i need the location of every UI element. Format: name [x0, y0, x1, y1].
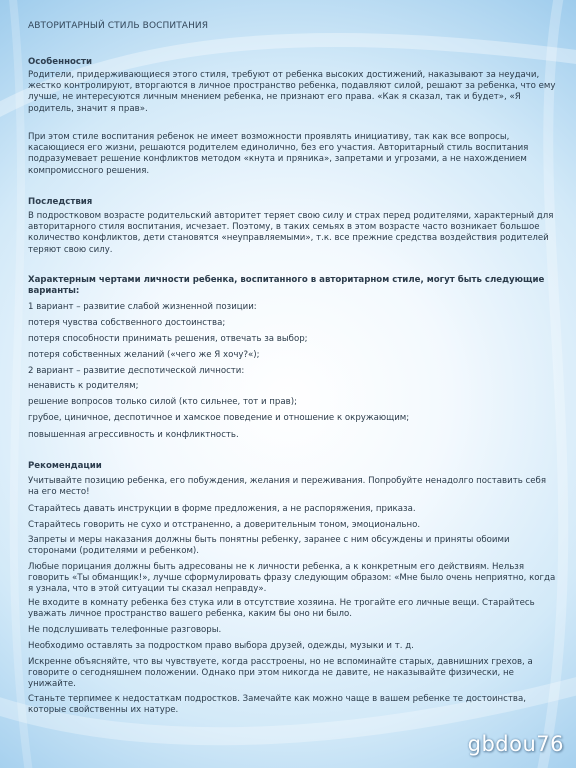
recommendation-item: Любые порицания должны быть адресованы не к личности ребенка, а к конкретным его действиям. Нельзя говорить «Ты обманщик!», лучше сформулировать фразу следующим образом: «Мне было очень неприятно, когда я узнала, что в этой ситуации ты сказал неправду». [28, 562, 556, 595]
recommendation-item: Старайтесь говорить не сухо и отстраненно, а доверительным тоном, эмоционально. [28, 520, 421, 530]
recommendation-item: Искренне объясняйте, что вы чувствуете, когда расстроены, но не вспоминайте старых, давнишних грехов, а говорите о сегодняшнем положении. Однако при этом никогда не давите, не наказывайте физически, не унижайте. [28, 657, 533, 690]
recommendation-item: Учитывайте позицию ребенка, его побуждения, желания и переживания. Попробуйте ненадолго поставить себя на его место! [28, 476, 546, 498]
recommendation-item: Необходимо оставлять за подростком право выбора друзей, одежды, музыки и т. д. [28, 641, 414, 651]
traits-heading: Характерным чертами личности ребенка, воспитанного в авторитарном стиле, могут быть следующие варианты: [28, 275, 545, 297]
recommendation-item: Не входите в комнату ребенка без стука или в отсутствие хозяина. Не трогайте его личные вещи. Старайтесь уважать личное пространство вашего ребенка, каким бы оно ни было. [28, 598, 535, 620]
recommendations-heading: Рекомендации [28, 461, 102, 471]
recommendation-item: Запреты и меры наказания должны быть понятны ребенку, заранее с ним обсуждены и приняты обоими сторонами (родителями и ребенком). [28, 535, 510, 557]
features-heading: Особенности [28, 57, 93, 67]
recommendation-item: Станьте терпимее к недостаткам подростков. Замечайте как можно чаще в вашем ребенке те достоинства, которые свойственны их натуре. [28, 694, 526, 716]
traits-item: решение вопросов только силой (кто сильнее, тот и прав); [28, 397, 297, 407]
traits-item: ненависть к родителям; [28, 381, 139, 391]
recommendation-item: Не подслушивать телефонные разговоры. [28, 625, 222, 635]
features-paragraph-2: При этом стиле воспитания ребенок не имеет возможности проявлять инициативу, так как все вопросы, касающиеся его жизни, решаются родителем единолично, без его участия. Авторитарный стиль воспитания подразумевает решение конфликтов методом «кнута и пряника», запретами и угрозами, а не нахождением компромиссного решения. [28, 132, 529, 176]
traits-item: 2 вариант – развитие деспотической личности: [28, 366, 245, 376]
consequences-paragraph: В подростковом возрасте родительский авторитет теряет свою силу и страх перед родителями, характерный для авторитарного стиля воспитания, исчезает. Поэтому, в таких семьях в этом возрасте часто возникает большое количество конфликтов, дети становятся «неуправляемыми», т.к. все прежние средства воздействия родителей теряют свою силу. [28, 211, 554, 255]
watermark: gbdou76 [467, 732, 564, 756]
consequences-heading: Последствия [28, 197, 93, 207]
traits-item: 1 вариант – развитие слабой жизненной позиции: [28, 302, 257, 312]
traits-item: потеря чувства собственного достоинства; [28, 318, 226, 328]
traits-item: потеря собственных желаний («чего же Я хочу?«); [28, 350, 260, 360]
traits-item: потеря способности принимать решения, отвечать за выбор; [28, 334, 308, 344]
recommendation-item: Старайтесь давать инструкции в форме предложения, а не распоряжения, приказа. [28, 504, 416, 514]
features-paragraph-1: Родители, придерживающиеся этого стиля, требуют от ребенка высоких достижений, наказывают за неудачи, жестко контролируют, вторгаются в личное пространство ребенка, подавляют силой, решают за ребенка, что ему лучше, не интересуются личным мнением ребенка, не признают его права. «Как я сказал, так и будет», «Я родитель, значит я прав». [28, 70, 556, 114]
traits-item: грубое, циничное, деспотичное и хамское поведение и отношение к окружающим; [28, 413, 410, 423]
document-title: АВТОРИТАРНЫЙ СТИЛЬ ВОСПИТАНИЯ [28, 21, 209, 31]
traits-item: повышенная агрессивность и конфликтность. [28, 430, 239, 440]
